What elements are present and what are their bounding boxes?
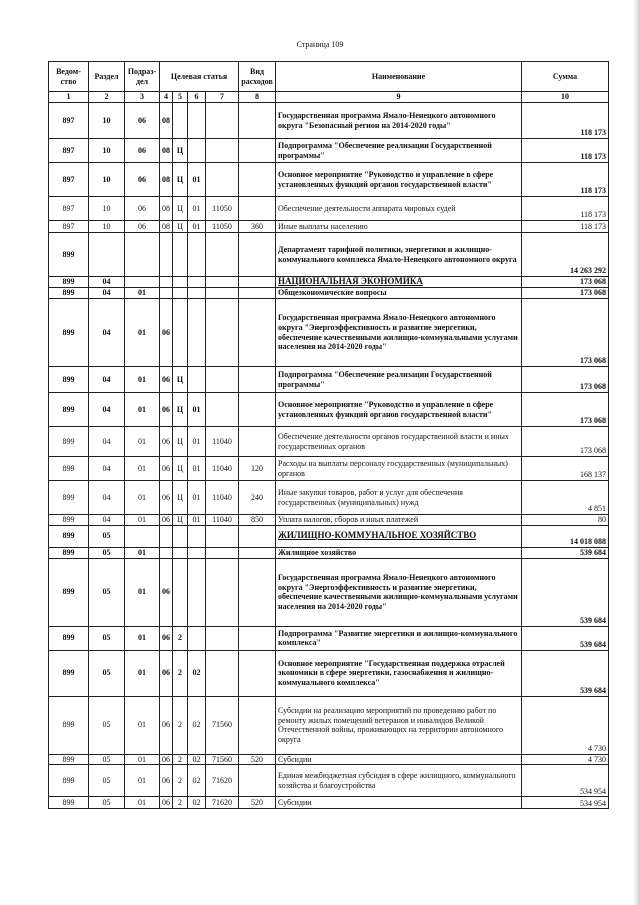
name-cell: Обеспечение деятельности аппарата мировых судей <box>276 197 522 221</box>
subprogram-code: 2 <box>173 797 188 809</box>
measure-code <box>188 558 206 626</box>
program-code: 06 <box>160 481 173 515</box>
program-code: 06 <box>160 754 173 765</box>
program-code: 06 <box>160 457 173 481</box>
subprogram-code: 2 <box>173 696 188 754</box>
measure-code <box>188 525 206 547</box>
subprogram-code: Ц <box>173 197 188 221</box>
vid-code <box>239 525 276 547</box>
ved-code: 899 <box>49 393 89 427</box>
razdel-code: 05 <box>89 650 125 696</box>
ved-code: 899 <box>49 427 89 457</box>
razdel-code: 05 <box>89 547 125 558</box>
measure-code: 01 <box>188 163 206 197</box>
direction-code <box>206 139 239 163</box>
table-row <box>49 163 609 197</box>
measure-code: 02 <box>188 650 206 696</box>
sum-cell: 173 068 <box>522 427 609 457</box>
subprogram-code: 2 <box>173 754 188 765</box>
table-row <box>49 197 609 221</box>
measure-code <box>188 288 206 299</box>
program-code <box>160 547 173 558</box>
program-code: 06 <box>160 299 173 367</box>
measure-code: 02 <box>188 765 206 797</box>
table-row <box>49 427 609 457</box>
direction-code: 71620 <box>206 797 239 809</box>
name-cell: Подпрограмма "Обеспечение реализации Государственной программы" <box>276 139 522 163</box>
subprogram-code: 2 <box>173 650 188 696</box>
podrazdel-code: 01 <box>125 393 160 427</box>
podrazdel-code: 01 <box>125 427 160 457</box>
table-row <box>49 277 609 288</box>
razdel-code: 04 <box>89 393 125 427</box>
subprogram-code <box>173 288 188 299</box>
subprogram-code: Ц <box>173 427 188 457</box>
program-code <box>160 277 173 288</box>
table-row <box>49 457 609 481</box>
ved-code: 899 <box>49 765 89 797</box>
name-cell: Иные выплаты населению <box>276 221 522 233</box>
vid-code <box>239 163 276 197</box>
direction-code <box>206 626 239 650</box>
measure-code <box>188 139 206 163</box>
subprogram-code <box>173 277 188 288</box>
podrazdel-code: 06 <box>125 139 160 163</box>
vid-code <box>239 765 276 797</box>
ved-code: 899 <box>49 626 89 650</box>
sum-cell: 539 684 <box>522 650 609 696</box>
podrazdel-code: 01 <box>125 288 160 299</box>
direction-code: 71560 <box>206 696 239 754</box>
measure-code <box>188 299 206 367</box>
name-cell: Государственная программа Ямало-Ненецкого автономного округа "Энергоэффективность и развитие энергетики, обеспечение качественными жилищно-коммунальными услугами населения на 2014-2020 годы" <box>276 299 522 367</box>
sum-cell: 118 173 <box>522 103 609 139</box>
name-cell: Субсидии на реализацию мероприятий по проведению работ по ремонту жилых помещений ветеранов и инвалидов Великой Отечественной войны, проживающих на территории автономного округа <box>276 696 522 754</box>
program-code: 08 <box>160 163 173 197</box>
razdel-code: 04 <box>89 427 125 457</box>
razdel-code: 05 <box>89 626 125 650</box>
program-code: 08 <box>160 103 173 139</box>
table-row <box>49 650 609 696</box>
podrazdel-code: 06 <box>125 221 160 233</box>
ved-code: 897 <box>49 197 89 221</box>
vid-code: 520 <box>239 754 276 765</box>
razdel-code: 05 <box>89 765 125 797</box>
sum-cell: 539 684 <box>522 626 609 650</box>
subprogram-code: Ц <box>173 457 188 481</box>
name-cell: Подпрограмма "Развитие энергетики и жилищно-коммунального комплекса" <box>276 626 522 650</box>
razdel-code: 04 <box>89 481 125 515</box>
ved-code: 899 <box>49 515 89 526</box>
razdel-code: 10 <box>89 197 125 221</box>
table-row <box>49 481 609 515</box>
podrazdel-code: 06 <box>125 197 160 221</box>
podrazdel-code: 01 <box>125 797 160 809</box>
direction-code: 71620 <box>206 765 239 797</box>
program-code: 08 <box>160 139 173 163</box>
measure-code: 01 <box>188 457 206 481</box>
column-number: 6 <box>188 92 206 103</box>
measure-code: 01 <box>188 515 206 526</box>
program-code <box>160 525 173 547</box>
measure-code: 01 <box>188 481 206 515</box>
vid-code: 120 <box>239 457 276 481</box>
program-code: 08 <box>160 221 173 233</box>
program-code: 06 <box>160 626 173 650</box>
name-cell: Субсидии <box>276 754 522 765</box>
subprogram-code <box>173 233 188 277</box>
measure-code: 01 <box>188 221 206 233</box>
razdel-code: 05 <box>89 754 125 765</box>
ved-code: 899 <box>49 558 89 626</box>
razdel-code: 04 <box>89 299 125 367</box>
ved-code: 899 <box>49 754 89 765</box>
podrazdel-code: 01 <box>125 754 160 765</box>
header-row <box>49 62 609 92</box>
header-target: Целевая статья <box>160 62 239 92</box>
sum-cell: 173 068 <box>522 367 609 393</box>
table-body <box>49 103 609 809</box>
table-row <box>49 515 609 526</box>
ved-code: 899 <box>49 481 89 515</box>
subprogram-code: Ц <box>173 367 188 393</box>
table-row <box>49 558 609 626</box>
direction-code <box>206 558 239 626</box>
program-code: 06 <box>160 797 173 809</box>
vid-code <box>239 393 276 427</box>
ved-code: 899 <box>49 547 89 558</box>
page-header: Страница 109 <box>296 40 344 49</box>
direction-code: 11040 <box>206 481 239 515</box>
column-number: 4 <box>160 92 173 103</box>
header-vid: Вид расходов <box>239 62 276 92</box>
sum-cell: 173 068 <box>522 288 609 299</box>
podrazdel-code: 01 <box>125 696 160 754</box>
vid-code <box>239 288 276 299</box>
razdel-code: 10 <box>89 103 125 139</box>
direction-code <box>206 163 239 197</box>
podrazdel-code <box>125 233 160 277</box>
subprogram-code: 2 <box>173 765 188 797</box>
column-number: 1 <box>49 92 89 103</box>
vid-code <box>239 197 276 221</box>
sum-cell: 118 173 <box>522 163 609 197</box>
ved-code: 899 <box>49 797 89 809</box>
column-number-row <box>49 92 609 103</box>
razdel-code: 10 <box>89 221 125 233</box>
vid-code <box>239 547 276 558</box>
vid-code: 360 <box>239 221 276 233</box>
measure-code: 01 <box>188 197 206 221</box>
ved-code: 899 <box>49 288 89 299</box>
measure-code: 02 <box>188 754 206 765</box>
direction-code: 11050 <box>206 221 239 233</box>
razdel-code: 04 <box>89 457 125 481</box>
name-cell: ЖИЛИЩНО-КОММУНАЛЬНОЕ ХОЗЯЙСТВО <box>276 525 522 547</box>
subprogram-code: Ц <box>173 515 188 526</box>
name-cell: Иные закупки товаров, работ и услуг для обеспечения государственных (муниципальных) нужд <box>276 481 522 515</box>
column-number: 9 <box>276 92 522 103</box>
direction-code <box>206 367 239 393</box>
sum-cell: 173 068 <box>522 393 609 427</box>
podrazdel-code: 01 <box>125 765 160 797</box>
sum-cell: 173 068 <box>522 277 609 288</box>
table-row <box>49 765 609 797</box>
table-row <box>49 626 609 650</box>
ved-code: 899 <box>49 696 89 754</box>
program-code: 06 <box>160 558 173 626</box>
podrazdel-code: 01 <box>125 457 160 481</box>
measure-code: 02 <box>188 696 206 754</box>
table-row <box>49 288 609 299</box>
table-row <box>49 525 609 547</box>
subprogram-code <box>173 299 188 367</box>
subprogram-code: 2 <box>173 626 188 650</box>
table-row <box>49 547 609 558</box>
razdel-code: 04 <box>89 367 125 393</box>
sum-cell: 14 018 088 <box>522 525 609 547</box>
podrazdel-code: 01 <box>125 515 160 526</box>
subprogram-code <box>173 525 188 547</box>
vid-code <box>239 277 276 288</box>
direction-code <box>206 233 239 277</box>
sum-cell: 539 684 <box>522 547 609 558</box>
table-row <box>49 367 609 393</box>
program-code: 06 <box>160 650 173 696</box>
ved-code: 899 <box>49 299 89 367</box>
budget-table <box>48 61 609 809</box>
podrazdel-code <box>125 525 160 547</box>
name-cell: Единая межбюджетная субсидия в сфере жилищного, коммунального хозяйства и благоустройства <box>276 765 522 797</box>
ved-code: 899 <box>49 457 89 481</box>
sum-cell: 80 <box>522 515 609 526</box>
name-cell: НАЦИОНАЛЬНАЯ ЭКОНОМИКА <box>276 277 522 288</box>
table-row <box>49 393 609 427</box>
sum-cell: 534 954 <box>522 765 609 797</box>
podrazdel-code: 01 <box>125 626 160 650</box>
subprogram-code: Ц <box>173 163 188 197</box>
header-podrazdel: Подраз-дел <box>125 62 160 92</box>
subprogram-code <box>173 558 188 626</box>
sum-cell: 539 684 <box>522 558 609 626</box>
subprogram-code: Ц <box>173 481 188 515</box>
direction-code: 11050 <box>206 197 239 221</box>
sum-cell: 4 730 <box>522 754 609 765</box>
measure-code <box>188 233 206 277</box>
measure-code: 01 <box>188 393 206 427</box>
table-row <box>49 233 609 277</box>
razdel-code: 10 <box>89 139 125 163</box>
program-code <box>160 288 173 299</box>
vid-code <box>239 233 276 277</box>
measure-code: 02 <box>188 797 206 809</box>
program-code: 08 <box>160 197 173 221</box>
direction-code <box>206 525 239 547</box>
vid-code <box>239 626 276 650</box>
podrazdel-code: 01 <box>125 558 160 626</box>
measure-code: 01 <box>188 427 206 457</box>
name-cell: Основное мероприятие "Руководство и управление в сфере установленных функций органов государственной власти" <box>276 393 522 427</box>
column-number: 2 <box>89 92 125 103</box>
name-cell: Государственная программа Ямало-Ненецкого автономного округа "Безопасный регион на 2014-2020 годы" <box>276 103 522 139</box>
program-code: 06 <box>160 765 173 797</box>
ved-code: 899 <box>49 367 89 393</box>
podrazdel-code: 01 <box>125 367 160 393</box>
table-row <box>49 797 609 809</box>
podrazdel-code: 06 <box>125 103 160 139</box>
direction-code <box>206 103 239 139</box>
vid-code <box>239 558 276 626</box>
ved-code: 899 <box>49 525 89 547</box>
header-name: Наименование <box>276 62 522 92</box>
column-number: 8 <box>239 92 276 103</box>
ved-code: 897 <box>49 163 89 197</box>
column-number: 3 <box>125 92 160 103</box>
subprogram-code: Ц <box>173 139 188 163</box>
razdel-code: 05 <box>89 696 125 754</box>
podrazdel-code: 01 <box>125 481 160 515</box>
ved-code: 897 <box>49 139 89 163</box>
direction-code <box>206 650 239 696</box>
name-cell: Основное мероприятие "Руководство и управление в сфере установленных функций органов государственной власти" <box>276 163 522 197</box>
measure-code <box>188 547 206 558</box>
razdel-code: 04 <box>89 277 125 288</box>
sum-cell: 173 068 <box>522 299 609 367</box>
measure-code <box>188 277 206 288</box>
header-ved: Ведом-ство <box>49 62 89 92</box>
scan-edge <box>633 0 640 905</box>
direction-code <box>206 393 239 427</box>
direction-code: 11040 <box>206 457 239 481</box>
ved-code: 899 <box>49 233 89 277</box>
program-code <box>160 233 173 277</box>
direction-code <box>206 288 239 299</box>
podrazdel-code: 01 <box>125 547 160 558</box>
name-cell: Расходы на выплаты персоналу государственных (муниципальных) органов <box>276 457 522 481</box>
table-row <box>49 754 609 765</box>
name-cell: Уплата налогов, сборов и иных платежей <box>276 515 522 526</box>
sum-cell: 4 851 <box>522 481 609 515</box>
podrazdel-code <box>125 277 160 288</box>
sum-cell: 118 173 <box>522 197 609 221</box>
razdel-code: 04 <box>89 515 125 526</box>
name-cell: Обеспечение деятельности органов государственной власти и иных государственных органов <box>276 427 522 457</box>
measure-code <box>188 367 206 393</box>
program-code: 06 <box>160 367 173 393</box>
subprogram-code <box>173 547 188 558</box>
program-code: 06 <box>160 427 173 457</box>
sum-cell: 14 263 292 <box>522 233 609 277</box>
sum-cell: 4 730 <box>522 696 609 754</box>
vid-code <box>239 103 276 139</box>
ved-code: 897 <box>49 103 89 139</box>
subprogram-code: Ц <box>173 393 188 427</box>
razdel-code: 04 <box>89 288 125 299</box>
direction-code <box>206 299 239 367</box>
program-code: 06 <box>160 696 173 754</box>
name-cell: Жилищное хозяйство <box>276 547 522 558</box>
ved-code: 899 <box>49 650 89 696</box>
name-cell: Государственная программа Ямало-Ненецкого автономного округа "Энергоэффективность и развитие энергетики, обеспечение качественными жилищно-коммунальными услугами населения на 2014-2020 годы" <box>276 558 522 626</box>
sum-cell: 118 173 <box>522 221 609 233</box>
header-sum: Сумма <box>522 62 609 92</box>
razdel-code: 10 <box>89 163 125 197</box>
ved-code: 897 <box>49 221 89 233</box>
sum-cell: 534 954 <box>522 797 609 809</box>
direction-code: 11040 <box>206 427 239 457</box>
direction-code <box>206 277 239 288</box>
table-row <box>49 139 609 163</box>
vid-code: 850 <box>239 515 276 526</box>
name-cell: Субсидии <box>276 797 522 809</box>
direction-code: 71560 <box>206 754 239 765</box>
table-row <box>49 103 609 139</box>
razdel-code: 05 <box>89 558 125 626</box>
sum-cell: 168 137 <box>522 457 609 481</box>
vid-code: 520 <box>239 797 276 809</box>
program-code: 06 <box>160 515 173 526</box>
direction-code <box>206 547 239 558</box>
razdel-code: 05 <box>89 797 125 809</box>
name-cell: Подпрограмма "Обеспечение реализации Государственной программы" <box>276 367 522 393</box>
column-number: 10 <box>522 92 609 103</box>
vid-code <box>239 367 276 393</box>
vid-code <box>239 299 276 367</box>
podrazdel-code: 01 <box>125 650 160 696</box>
podrazdel-code: 06 <box>125 163 160 197</box>
table-row <box>49 221 609 233</box>
program-code: 06 <box>160 393 173 427</box>
header-razdel: Раздел <box>89 62 125 92</box>
measure-code <box>188 103 206 139</box>
vid-code <box>239 696 276 754</box>
razdel-code: 05 <box>89 525 125 547</box>
name-cell: Общеэкономические вопросы <box>276 288 522 299</box>
direction-code: 11040 <box>206 515 239 526</box>
podrazdel-code: 01 <box>125 299 160 367</box>
subprogram-code <box>173 103 188 139</box>
name-cell: Основное мероприятие "Государственная поддержка отраслей экономики в сфере энергетики, газоснабжения и жилищно-коммунального комплекса" <box>276 650 522 696</box>
table-row <box>49 299 609 367</box>
ved-code: 899 <box>49 277 89 288</box>
vid-code <box>239 650 276 696</box>
table-row <box>49 696 609 754</box>
vid-code <box>239 427 276 457</box>
razdel-code <box>89 233 125 277</box>
column-number: 5 <box>173 92 188 103</box>
subprogram-code: Ц <box>173 221 188 233</box>
sum-cell: 118 173 <box>522 139 609 163</box>
name-cell: Департамент тарифной политики, энергетики и жилищно-коммунального комплекса Ямало-Ненецкого автономного округа <box>276 233 522 277</box>
vid-code <box>239 139 276 163</box>
column-number: 7 <box>206 92 239 103</box>
measure-code <box>188 626 206 650</box>
vid-code: 240 <box>239 481 276 515</box>
